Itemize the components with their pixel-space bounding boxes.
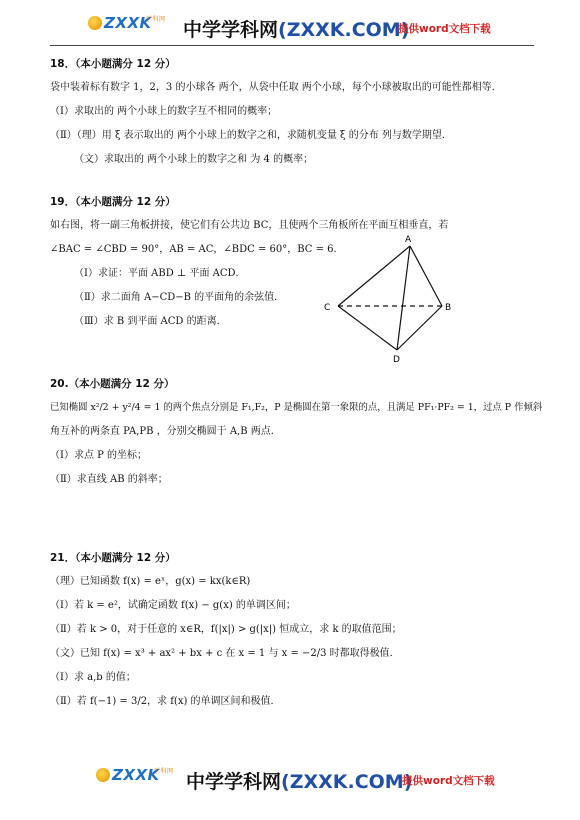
q18-part2: （Ⅱ）（理）用 ξ 表示取出的 两个小球上的数字之和，求随机变量 ξ 的分布 列与数学期望．	[50, 130, 452, 141]
q19-heading: 19．（本小题满分 12 分）	[50, 196, 176, 208]
page-footer	[0, 760, 580, 800]
download-tag: 提供word文档下载	[398, 23, 491, 35]
download-tag-footer: 提供word文档下载	[402, 775, 495, 787]
zxxk-logo	[88, 14, 168, 40]
q21-wen-stem: （文）已知 f(x) = x³ + ax² + bx + c 在 x = 1 与 x = −2/3 时都取得极值．	[50, 648, 400, 659]
q18-part3: （文）求取出的 两个小球上的数字之和 为 4 的概率；	[74, 154, 314, 165]
edge-BD	[397, 306, 442, 350]
q20-stem-line2: 角互补的两条直 PA,PB ，分别交椭圆于 A,B 两点．	[50, 426, 281, 437]
site-name: 中学学科网	[186, 771, 282, 793]
page-header	[0, 8, 580, 48]
site-name: 中学学科网	[183, 19, 279, 41]
vertex-label-A: A	[405, 235, 412, 245]
zxxk-logo-footer	[96, 766, 176, 792]
q18-heading: 18．（本小题满分 12 分）	[50, 58, 176, 70]
q19-stem: 如右图，将一副三角板拼接，使它们有公共边 BC，且使两个三角板所在平面互相垂直，若	[50, 220, 449, 231]
header-rule	[50, 45, 534, 46]
q20-stem-line1: 已知椭圆 x²/2 + y²/4 = 1 的两个焦点分别是 F₁,F₂，P 是椭圆在第一象限的点，且满足 PF₁·PF₂ = 1，过点 P 作倾斜	[50, 402, 543, 413]
site-title-footer	[186, 767, 412, 794]
q21-heading: 21．（本小题满分 12 分）	[50, 552, 176, 564]
edge-CD	[338, 306, 397, 350]
exam-content	[50, 52, 543, 714]
q21-li-part2: （Ⅱ）若 k > 0，对于任意的 x∈R，f(|x|) > g(|x|) 恒成立，求 k 的取值范围；	[50, 624, 402, 635]
q21-li-stem: （理）已知函数 f(x) = eˣ，g(x) = kx(k∈R)	[50, 576, 251, 587]
q18-stem: 袋中装着标有数字 1，2，3 的小球各 两个，从袋中任取 两个小球，每个小球被取出的可能性都相等．	[50, 82, 502, 93]
logo-text: ZXXK	[112, 766, 160, 784]
q18-part1: （Ⅰ）求取出的 两个小球上的数字互不相同的概率；	[50, 106, 278, 117]
tetrahedron-figure	[320, 232, 460, 366]
site-title	[183, 15, 409, 42]
vertex-label-D: D	[393, 355, 400, 365]
site-domain: (ZXXK.COM)	[281, 771, 413, 793]
q20-part2: （Ⅱ）求直线 AB 的斜率；	[50, 474, 168, 485]
q20-part1: （Ⅰ）求点 P 的坐标；	[50, 450, 148, 461]
edge-AB	[410, 246, 442, 306]
q19-part1: （Ⅰ）求证：平面 ABD ⊥ 平面 ACD．	[74, 268, 246, 279]
edge-AC	[338, 246, 410, 306]
vertex-label-C: C	[324, 303, 331, 313]
logo-sub: 学科网	[146, 16, 166, 23]
vertex-label-B: B	[445, 303, 452, 313]
logo-text: ZXXK	[104, 14, 152, 32]
q21-wen-part1: （Ⅰ）求 a,b 的值；	[50, 672, 136, 683]
q21-wen-part2: （Ⅱ）若 f(−1) = 3/2，求 f(x) 的单调区间和极值．	[50, 696, 281, 707]
site-domain: (ZXXK.COM)	[278, 19, 410, 41]
q19-part2: （Ⅱ）求二面角 A−CD−B 的平面角的余弦值．	[74, 292, 285, 303]
q20-heading: 20.（本小题满分 12 分）	[50, 378, 175, 390]
q19-condition: ∠BAC = ∠CBD = 90°，AB = AC，∠BDC = 60°，BC = 6．	[50, 244, 344, 255]
logo-sub: 学科网	[154, 768, 174, 775]
edge-AD	[397, 246, 410, 350]
logo-ball-icon	[88, 16, 102, 30]
tetrahedron-diagram	[320, 232, 460, 366]
q21-li-part1: （Ⅰ）若 k = e²，试确定函数 f(x) − g(x) 的单调区间；	[50, 600, 296, 611]
q19-part3: （Ⅲ）求 B 到平面 ACD 的距离．	[74, 316, 227, 327]
logo-ball-icon	[96, 768, 110, 782]
